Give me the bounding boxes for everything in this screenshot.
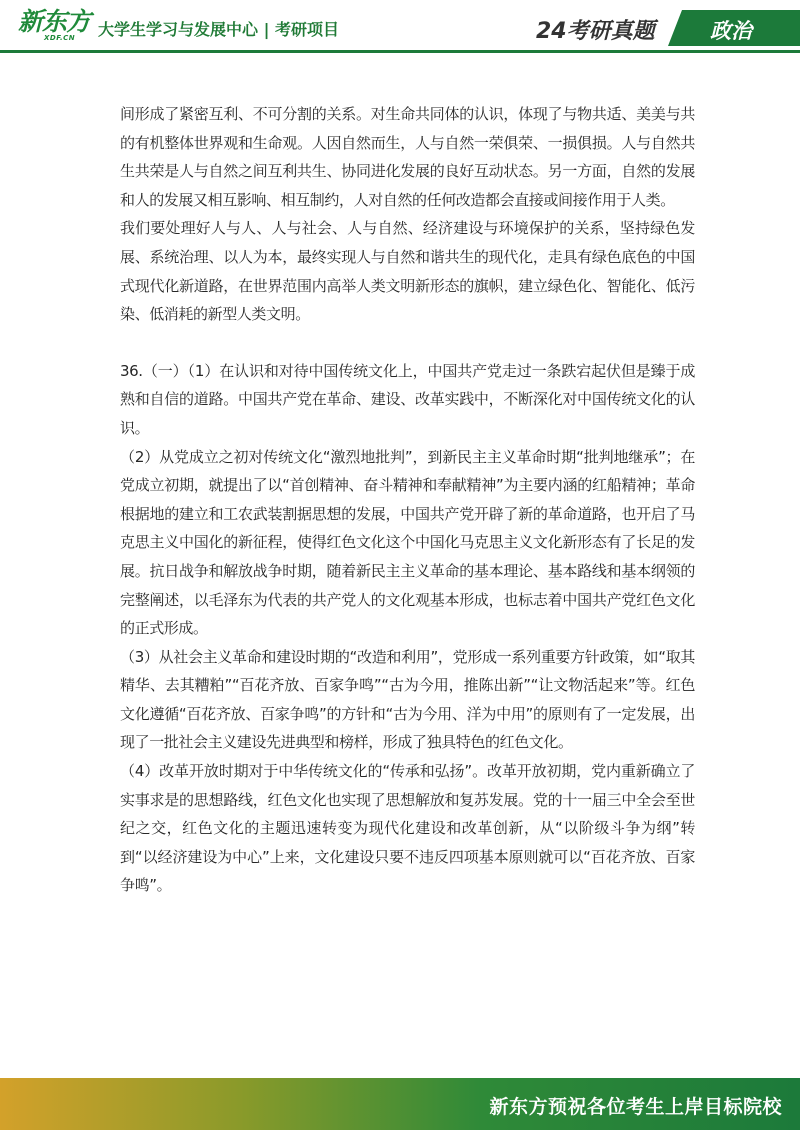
footer-slogan: 新东方预祝各位考生上岸目标院校	[489, 1096, 782, 1118]
paragraph-4: （2）从党成立之初对传统文化“激烈地批判”，到新民主主义革命时期“批判地继承”；在党成立初期，就提出了以“首创精神、奋斗精神和奉献精神”为主要内涵的红船精神；革命根据地的建立和工农武装割据思想的发展，中国共产党开辟了新的革命道路，也开启了马克思主义中国化的新征程，使得红色文化这个中国化马克思主义文化新形态有了长足的发展。抗日战争和解放战争时期，随着新民主主义革命的基本理论、基本路线和基本纲领的完整阐述，以毛泽东为代表的共产党人的文化观基本形成，也标志着中国共产党红色文化的正式形成。	[120, 447, 695, 638]
logo-text: 新东方	[18, 7, 91, 36]
section-spacer	[120, 329, 695, 357]
paragraph-1: 间形成了紧密互利、不可分割的关系。对生命共同体的认识，体现了与物共适、美美与共的有机整体世界观和生命观。人因自然而生，人与自然一荣俱荣、一损俱损。人与自然共生共荣是人与自然之间互利共生、协同进化发展的良好互动状态。另一方面，自然的发展和人的发展又相互影响、相互制约，人对自然的任何改造都会直接或间接作用于人类。	[120, 105, 695, 209]
logo-url: XDF.CN	[44, 34, 76, 42]
org-name: 大学生学习与发展中心 | 考研项目	[98, 20, 339, 39]
xdf-logo	[18, 8, 90, 42]
paragraph-2: 我们要处理好人与人、人与社会、人与自然、经济建设与环境保护的关系，坚持绿色发展、系统治理、以人为本，最终实现人与自然和谐共生的现代化，走具有绿色底色的中国式现代化新道路，在世界范围内高举人类文明新形态的旗帜，建立绿色化、智能化、低污染、低消耗的新型人类文明。	[120, 219, 695, 324]
page-header	[0, 0, 800, 62]
paragraph-5: （3）从社会主义革命和建设时期的“改造和利用”，党形成一系列重要方针政策，如“取其精华、去其糟粕”“百花齐放、百家争鸣”“古为今用，推陈出新”“让文物活起来”等。红色文化遵循“百花齐放、百家争鸣”的方针和“古为今用、洋为中用”的原则有了一定发展，出现了一批社会主义建设先进典型和榜样，形成了独具特色的红色文化。	[120, 647, 695, 752]
paragraph-3: 36.（一）（1）在认识和对待中国传统文化上，中国共产党走过一条跌宕起伏但是臻于成熟和自信的道路。中国共产党在革命、建设、改革实践中，不断深化对中国传统文化的认识。	[120, 361, 695, 437]
header-divider	[0, 50, 800, 53]
paragraph-6: （4）改革开放时期对于中华传统文化的“传承和弘扬”。改革开放初期，党内重新确立了实事求是的思想路线，红色文化也实现了思想解放和复苏发展。党的十一届三中全会至世纪之交，红色文化的主题迅速转变为现代化建设和改革创新，从“以阶级斗争为纲”转到“以经济建设为中心”上来，文化建设只要不违反四项基本原则就可以“百花齐放、百家争鸣”。	[120, 762, 695, 895]
exam-title: 24考研真题	[536, 19, 655, 44]
subject-label: 政治	[710, 19, 752, 43]
document-body	[120, 100, 695, 900]
page-footer	[0, 1078, 800, 1130]
